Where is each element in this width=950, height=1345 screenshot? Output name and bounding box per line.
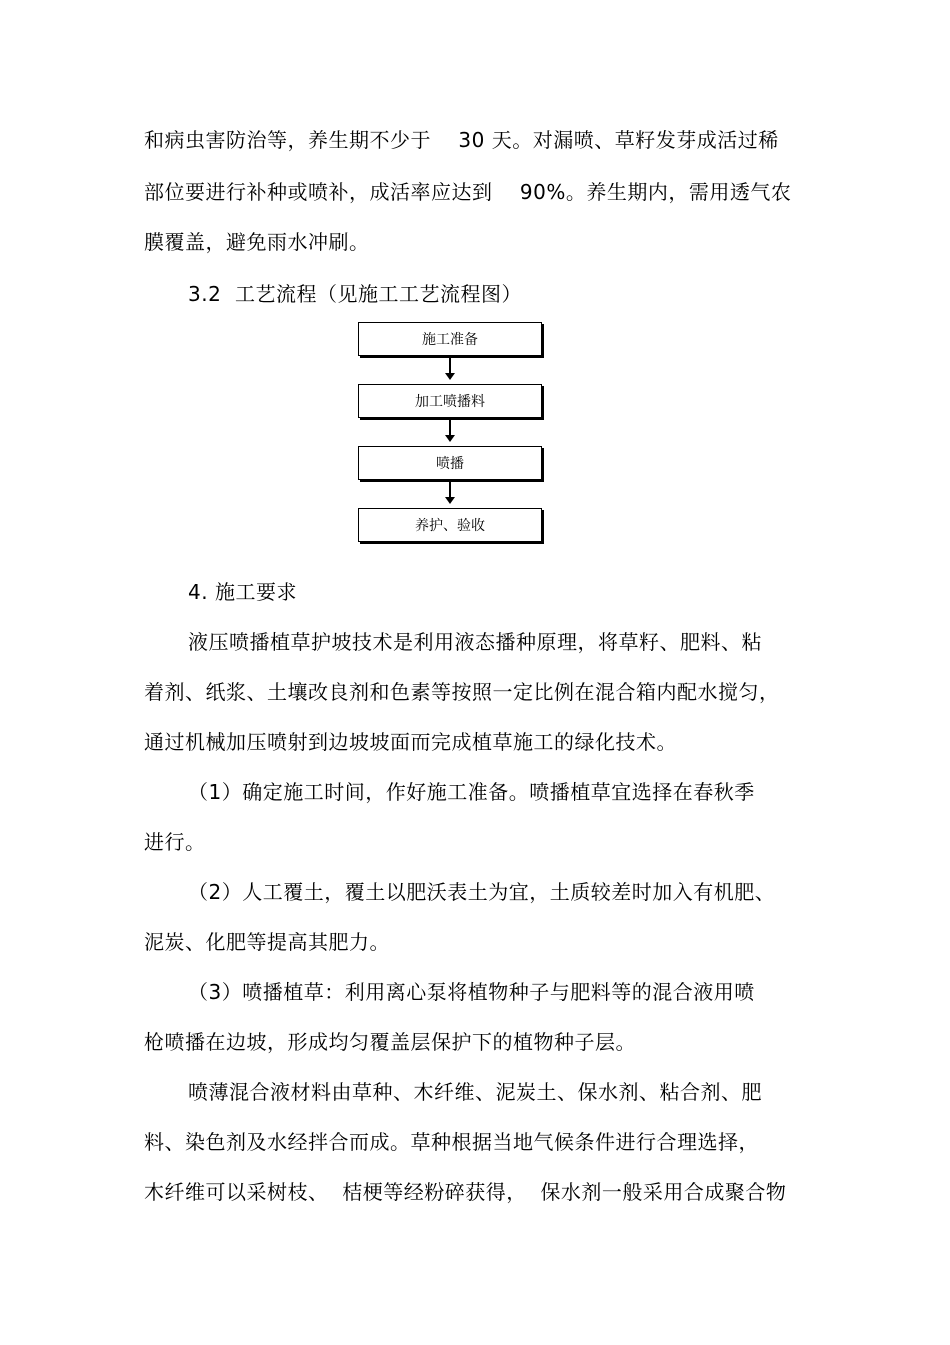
flow-step-spray: 喷播 <box>358 446 542 480</box>
text-line: 泥炭、化肥等提高其肥力。 <box>144 930 390 954</box>
flow-arrow <box>449 482 451 498</box>
text-line: （3）喷播植草：利用离心泵将植物种子与肥料等的混合液用喷 <box>188 980 755 1004</box>
text-line: 枪喷播在边坡，形成均匀覆盖层保护下的植物种子层。 <box>144 1030 636 1054</box>
section-heading-4: 4. 施工要求 <box>188 580 297 604</box>
text-line: 通过机械加压喷射到边坡坡面而完成植草施工的绿化技术。 <box>144 730 677 754</box>
text-line: 料、染色剂及水经拌合而成。草种根据当地气候条件进行合理选择， <box>144 1130 759 1154</box>
text-line: 和病虫害防治等，养生期不少于 30 天。对漏喷、草籽发芽成活过稀 <box>144 128 779 152</box>
text-line: 着剂、纸浆、土壤改良剂和色素等按照一定比例在混合箱内配水搅匀， <box>144 680 780 704</box>
text-line: 膜覆盖，避免雨水冲刷。 <box>144 230 370 254</box>
text-line: （1）确定施工时间，作好施工准备。喷播植草宜选择在春秋季 <box>188 780 755 804</box>
flow-step-process-material: 加工喷播料 <box>358 384 542 418</box>
text-line: 进行。 <box>144 830 206 854</box>
text-line: 液压喷播植草护坡技术是利用液态播种原理，将草籽、肥料、粘 <box>188 630 762 654</box>
text-line: （2）人工覆土，覆土以肥沃表土为宜，土质较差时加入有机肥、 <box>188 880 776 904</box>
flow-arrow <box>449 420 451 436</box>
text-line: 木纤维可以采树枝、 桔梗等经粉碎获得， 保水剂一般采用合成聚合物 <box>144 1180 787 1204</box>
flow-step-preparation: 施工准备 <box>358 322 542 356</box>
flow-step-maintenance: 养护、验收 <box>358 508 542 542</box>
flow-arrow <box>449 358 451 374</box>
section-heading-3-2: 3.2 工艺流程（见施工工艺流程图） <box>188 282 523 306</box>
text-line: 部位要进行补种或喷补，成活率应达到 90%。养生期内，需用透气农 <box>144 180 792 204</box>
text-line: 喷薄混合液材料由草种、木纤维、泥炭土、保水剂、粘合剂、肥 <box>188 1080 762 1104</box>
